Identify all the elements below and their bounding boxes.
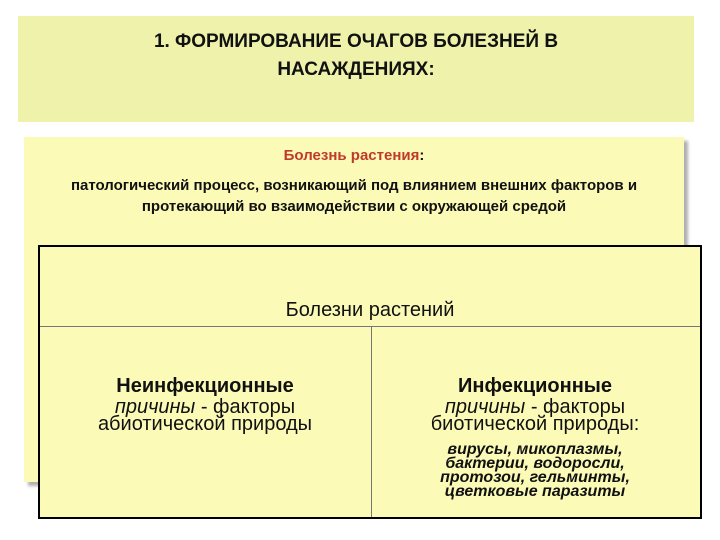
infectious-causes-word: причины bbox=[444, 396, 526, 418]
classification-tree bbox=[38, 245, 702, 519]
slide-title bbox=[76, 28, 636, 84]
definition-term: Болезнь растения bbox=[283, 147, 420, 164]
definition-heading bbox=[24, 147, 684, 164]
pathogen-list-item: протозои, гельминты, bbox=[440, 469, 630, 486]
infectious-causes bbox=[385, 396, 685, 435]
tree-vertical-divider bbox=[371, 327, 372, 517]
infectious-causes-rest: - факторы биотической природы: bbox=[430, 396, 640, 435]
non-infectious-causes-word: причины bbox=[114, 396, 196, 418]
pathogen-list-item: бактерии, водоросли, bbox=[445, 455, 625, 472]
non-infectious-heading: Неинфекционные bbox=[116, 375, 294, 397]
infectious-branch bbox=[385, 375, 685, 499]
definition-colon: : bbox=[419, 147, 425, 164]
non-infectious-branch bbox=[60, 375, 350, 433]
definition-text: патологический процесс, возникающий под влиянием внешних факторов и протекающий во взаимодействии с окружающей средой bbox=[70, 177, 638, 215]
title-line-1: 1. ФОРМИРОВАНИЕ ОЧАГОВ БОЛЕЗНЕЙ В bbox=[153, 31, 559, 52]
non-infectious-causes bbox=[60, 396, 350, 435]
pathogen-list-item: цветковые паразиты bbox=[444, 483, 626, 500]
infectious-heading: Инфекционные bbox=[458, 375, 612, 397]
non-infectious-causes-rest: - факторы абиотической природы bbox=[97, 396, 313, 435]
tree-horizontal-divider bbox=[40, 326, 700, 327]
tree-root-label: Болезни растений bbox=[285, 299, 455, 321]
pathogen-list-item: вирусы, микоплазмы, bbox=[447, 441, 623, 458]
title-line-2: НАСАЖДЕНИЯХ: bbox=[277, 59, 435, 80]
pathogen-list bbox=[385, 443, 685, 499]
title-box bbox=[18, 16, 694, 122]
